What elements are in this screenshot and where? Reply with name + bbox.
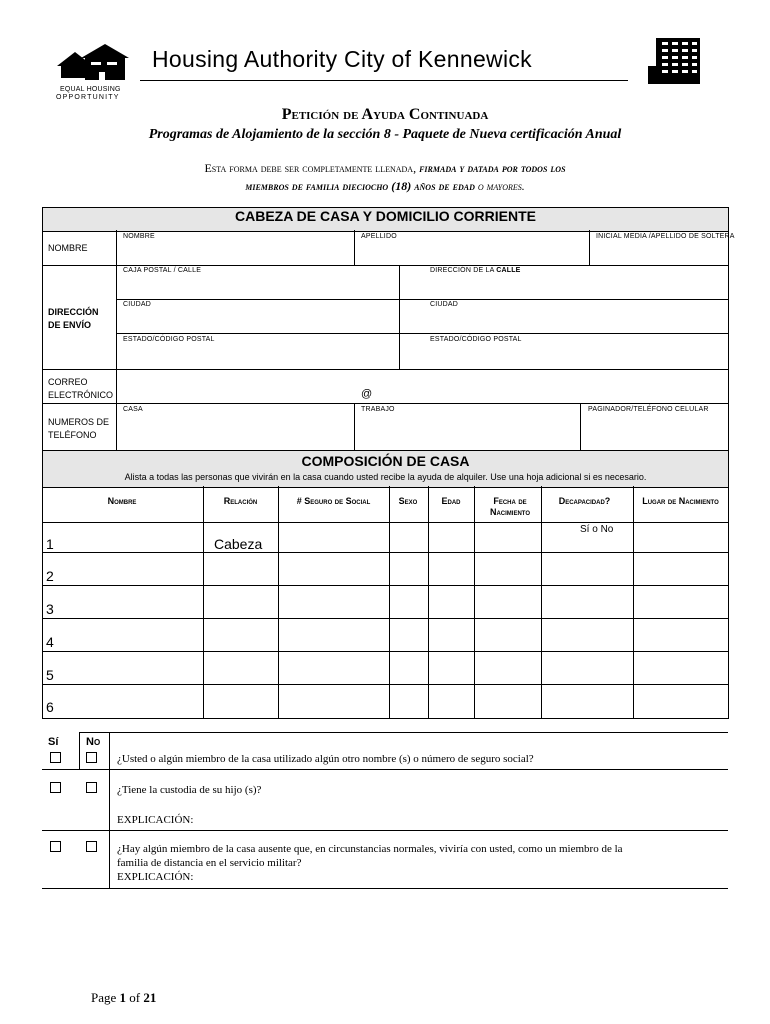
q3-explain-label: EXPLICACIÓN: — [117, 871, 194, 883]
telefono-label-1: NUMEROS DE — [48, 417, 110, 427]
correo-label-2: ELECTRÓNICO — [48, 390, 114, 400]
header-rule — [140, 80, 628, 81]
q1-no-checkbox[interactable] — [86, 752, 97, 763]
disability-hint: Sí o No — [580, 524, 614, 535]
instruction-bold-1: firmada y datada por todos los — [419, 161, 566, 175]
inicial-label: INICIAL MEDIA /APELLIDO DE SOLTERA — [596, 233, 735, 240]
ciudad-left-label: CIUDAD — [123, 301, 152, 308]
hh-row-line — [42, 585, 728, 586]
q3-explain-input[interactable] — [200, 870, 720, 884]
q3-text-2: familia de distancia en el servicio militar? — [117, 857, 302, 869]
instruction-line-1 — [0, 161, 770, 176]
inicial-input[interactable] — [593, 246, 723, 262]
label-col-divider — [116, 230, 117, 450]
hh-border-right — [728, 486, 729, 719]
q-line-3 — [42, 888, 728, 889]
household-row-number: 2 — [46, 568, 54, 584]
row-line-1 — [116, 265, 728, 266]
section-household-instruction: Alista a todas las personas que vivirán en la casa cuando usted recibe la ayuda de alquiler. Use una hoja adicional si es necesario. — [124, 472, 647, 482]
row-line-0 — [42, 265, 116, 266]
hh-line-top — [42, 522, 728, 523]
section-head-title: CABEZA DE CASA Y DOMICILIO CORRIENTE — [234, 208, 537, 224]
page-number: 1 — [119, 990, 127, 1005]
casa-label: CASA — [123, 406, 143, 413]
hh-row-line — [42, 552, 728, 553]
q2-si-checkbox[interactable] — [50, 782, 61, 793]
col-lugar: Lugar de Nacimiento — [642, 496, 719, 506]
row-line-3 — [116, 333, 728, 334]
tel-trabajo-input[interactable] — [358, 428, 576, 444]
equal-housing-text-2: OPPORTUNITY — [56, 94, 120, 101]
q-line-2 — [42, 830, 728, 831]
section-household-title: COMPOSICIÓN DE CASA — [301, 453, 470, 469]
row-line-2 — [116, 299, 728, 300]
q1-text: ¿Usted o algún miembro de la casa utilizado algún otro nombre (s) o número de seguro social? — [117, 753, 534, 765]
page-indicator — [91, 990, 156, 1006]
border-left — [42, 230, 43, 450]
row-line-5 — [42, 403, 728, 404]
apellido-input[interactable] — [358, 246, 584, 262]
q2-explain-label: EXPLICACIÓN: — [117, 814, 194, 826]
tel-div-1 — [354, 403, 355, 450]
household-row-number: 5 — [46, 667, 54, 683]
household-row-relacion: Cabeza — [214, 536, 263, 552]
form-title: Petición de Ayuda Continuada — [281, 106, 489, 123]
page-total: 21 — [143, 990, 157, 1005]
si-label: Sí — [48, 736, 59, 748]
q3-no-checkbox[interactable] — [86, 841, 97, 852]
direccion-calle-label — [430, 267, 521, 274]
q-line-top — [79, 732, 728, 733]
trabajo-label: TRABAJO — [361, 406, 395, 413]
hh-row-line — [42, 651, 728, 652]
household-row-number: 1 — [46, 536, 54, 552]
q2-text: ¿Tiene la custodia de su hijo (s)? — [117, 784, 262, 796]
building-logo — [648, 36, 704, 86]
nombre-row-label: NOMBRE — [48, 243, 88, 253]
correo-user-input[interactable] — [120, 388, 352, 402]
q-col-div-1 — [79, 732, 80, 770]
direccion-label-1: DIRECCIÓN — [48, 307, 99, 317]
q3-si-checkbox[interactable] — [50, 841, 61, 852]
row-line-4 — [42, 369, 728, 370]
ciudad-calle-input[interactable] — [404, 314, 724, 330]
telefono-label-2: TELÉFONO — [48, 430, 97, 440]
col-seguro: # Seguro de Social — [296, 496, 371, 506]
hh-row-line — [42, 684, 728, 685]
house-icon — [55, 40, 135, 86]
ciudad-right-label: CIUDAD — [430, 301, 459, 308]
tel-div-2 — [580, 403, 581, 450]
q-line-1 — [42, 769, 728, 770]
no-label: No — [86, 736, 101, 748]
col-sexo: Sexo — [398, 496, 418, 506]
direccion-calle-prefix: DIRECCIÓN DE LA — [430, 267, 497, 274]
page-mid: of — [126, 990, 144, 1005]
q1-si-checkbox[interactable] — [50, 752, 61, 763]
col-edad: Edad — [441, 496, 461, 506]
estado-calle-input[interactable] — [404, 349, 724, 365]
correo-domain-input[interactable] — [376, 388, 724, 402]
instruction-plain-2: o mayores. — [474, 179, 525, 193]
col-fecha: Fecha de Nacimiento — [489, 496, 531, 517]
instruction-line-2 — [0, 179, 770, 194]
estado-left-label: ESTADO/CÓDIGO POSTAL — [123, 336, 215, 343]
nombre-div-2 — [589, 230, 590, 266]
ciudad-envio-input[interactable] — [120, 314, 394, 330]
hh-row-line — [42, 618, 728, 619]
address-divider — [399, 265, 400, 369]
page-prefix: Page — [91, 990, 120, 1005]
hh-row-line — [42, 718, 728, 719]
apellido-label: APELLIDO — [361, 233, 397, 240]
q-col-div-2 — [109, 732, 110, 888]
caja-postal-input[interactable] — [120, 280, 394, 296]
equal-housing-logo — [55, 40, 135, 86]
equal-housing-text-1: EQUAL HOUSING — [60, 86, 121, 93]
estado-right-label: ESTADO/CÓDIGO POSTAL — [430, 336, 522, 343]
form-subtitle: Programas de Alojamiento de la sección 8 - Paquete de Nueva certificación Anual — [148, 127, 622, 142]
tel-celular-input[interactable] — [584, 428, 724, 444]
q2-explain-input[interactable] — [200, 813, 720, 827]
caja-postal-label: CAJA POSTAL / CALLE — [123, 267, 202, 274]
household-row-number: 3 — [46, 601, 54, 617]
household-row-number: 4 — [46, 634, 54, 650]
q3-text-1: ¿Hay algún miembro de la casa ausente que, en circunstancias normales, viviría con usted, como un miembro de la — [117, 843, 623, 855]
at-sign: @ — [361, 388, 373, 400]
building-icon — [648, 36, 704, 86]
nombre-div-1 — [354, 230, 355, 266]
correo-label-1: CORREO — [48, 377, 88, 387]
instruction-bold-2: miembros de familia dieciocho (18) años de edad — [245, 179, 475, 193]
q2-no-checkbox[interactable] — [86, 782, 97, 793]
nombre-label: NOMBRE — [123, 233, 155, 240]
col-relacion: Relación — [223, 496, 258, 506]
col-decapacidad: Decapacidad? — [558, 496, 611, 506]
border-right — [728, 230, 729, 450]
tel-casa-input[interactable] — [120, 428, 348, 444]
direccion-calle-input[interactable] — [404, 280, 724, 296]
direccion-label-2: DE ENVÍO — [48, 320, 92, 330]
estado-envio-input[interactable] — [120, 349, 394, 365]
nombre-input[interactable] — [120, 246, 348, 262]
household-row-number: 6 — [46, 699, 54, 715]
celular-label: PAGINADOR/TELÉFONO CELULAR — [588, 406, 709, 413]
org-name: Housing Authority City of Kennewick — [152, 46, 532, 72]
direccion-calle-bold: CALLE — [496, 267, 521, 274]
col-nombre: Nombre — [107, 496, 137, 506]
instruction-plain-1: Esta forma debe ser completamente llenada, — [204, 161, 420, 175]
